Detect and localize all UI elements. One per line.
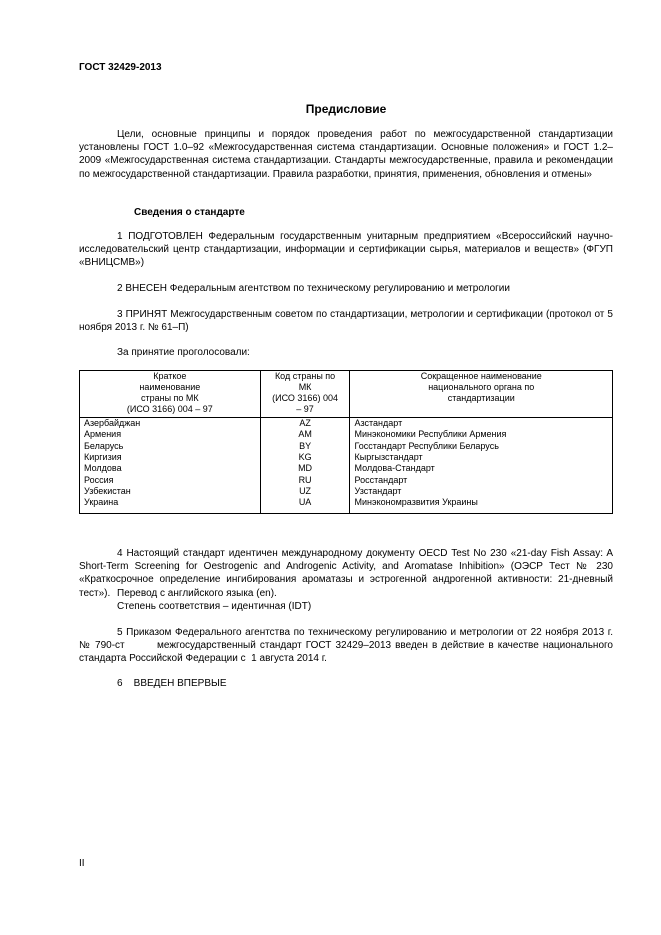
item-5-paragraph: 5 Приказом Федерального агентства по техническому регулированию и метрологии от 22 ноября 2013 г.№ 790-ст межгосударственный стандарт ГОСТ 32429–2013 введен в действие в качестве национального стандарта Российской Федерации с 1 августа 2014 г. <box>79 627 616 665</box>
country-cell: Украина <box>80 497 261 514</box>
code-cell: UZ <box>260 486 350 497</box>
table-row <box>80 441 613 452</box>
table-row <box>80 474 613 485</box>
code-cell: AM <box>260 429 350 440</box>
item-4-paragraph: 4 Настоящий стандарт идентичен международному документу OECD Test No 230 «21-day Fish Assay: A Short-Term Screening for Oestrogenic and Androgenic Activity, and Aromatase Inhibition» (ОЭСР Тест № 230 «Краткосрочное определение ингибирования ароматазы и эстрогенной андрогенной активности: 21-дневный тест»). <box>79 548 613 599</box>
table-row <box>80 486 613 497</box>
table-row <box>80 418 613 430</box>
table-header-row <box>80 371 613 418</box>
compliance-degree: Степень соответствия – идентичная (IDT) <box>117 601 312 612</box>
org-cell: Кыргызстандарт <box>350 452 613 463</box>
code-cell: KG <box>260 452 350 463</box>
org-cell: Узстандарт <box>350 486 613 497</box>
code-cell: RU <box>260 474 350 485</box>
country-cell: Беларусь <box>80 441 261 452</box>
header-national-body: Сокращенное наименование национального органа по стандартизации <box>350 371 613 418</box>
org-cell: Минэкономразвития Украины <box>350 497 613 514</box>
item-6-paragraph: 6 ВВЕДЕН ВПЕРВЫЕ <box>117 678 227 689</box>
item-2-paragraph: 2 ВНЕСЕН Федеральным агентством по техническому регулированию и метрологии <box>117 283 510 294</box>
header-country-code: Код страны по МК (ИСО 3166) 004 – 97 <box>260 371 350 418</box>
code-cell: MD <box>260 463 350 474</box>
org-cell: Минэкономики Республики Армения <box>350 429 613 440</box>
country-cell: Армения <box>80 429 261 440</box>
translation-note: Перевод с английского языка (en). <box>117 588 277 599</box>
org-cell: Росстандарт <box>350 474 613 485</box>
item-3-paragraph: 3 ПРИНЯТ Межгосударственным советом по стандартизации, метрологии и сертификации (протокол от 5 ноября 2013 г. № 61–П) <box>79 309 613 334</box>
section-heading: Сведения о стандарте <box>134 207 245 218</box>
item-1-paragraph: 1 ПОДГОТОВЛЕН Федеральным государственным унитарным предприятием «Всероссийский научно-исследовательский центр стандартизации, информации и сертификации сырья, материалов и веществ» (ФГУП «ВНИЦСМВ») <box>79 231 613 269</box>
country-cell: Киргизия <box>80 452 261 463</box>
org-cell: Молдова-Стандарт <box>350 463 613 474</box>
country-cell: Россия <box>80 474 261 485</box>
table-row <box>80 429 613 440</box>
table-row <box>80 463 613 474</box>
page-title: Предисловие <box>305 102 387 116</box>
table-row <box>80 452 613 463</box>
org-cell: Азстандарт <box>350 418 613 430</box>
voted-label: За принятие проголосовали: <box>117 347 250 358</box>
country-cell: Азербайджан <box>80 418 261 430</box>
header-country-name: Краткое наименование страны по МК (ИСО 3166) 004 – 97 <box>80 371 261 418</box>
page-number: II <box>79 858 85 869</box>
org-cell: Госстандарт Республики Беларусь <box>350 441 613 452</box>
code-cell: BY <box>260 441 350 452</box>
document-code: ГОСТ 32429-2013 <box>79 62 162 73</box>
code-cell: AZ <box>260 418 350 430</box>
table-row <box>80 497 613 514</box>
code-cell: UA <box>260 497 350 514</box>
country-cell: Узбекистан <box>80 486 261 497</box>
voting-table <box>79 370 613 514</box>
country-cell: Молдова <box>80 463 261 474</box>
intro-paragraph: Цели, основные принципы и порядок проведения работ по межгосударственной стандартизации установлены ГОСТ 1.0–92 «Межгосударственная система стандартизации. Основные положения» и ГОСТ 1.2–2009 «Межгосударственная система стандартизации. Стандарты межгосударственные, правила и рекомендации по межгосударственной стандартизации. Правила разработки, принятия, применения, обновления и отмены» <box>79 129 613 180</box>
